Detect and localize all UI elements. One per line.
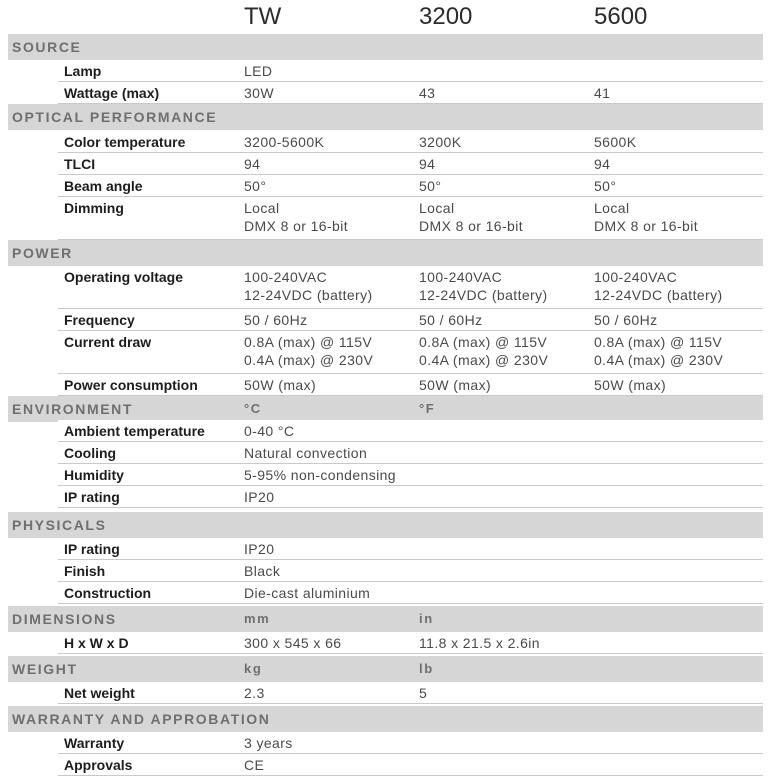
spec-value-c1: [244, 82, 274, 102]
spec-value-line: 94: [419, 156, 436, 172]
spec-row: [58, 82, 763, 103]
spec-row: [58, 486, 763, 507]
spec-value-line: 100-240VAC: [244, 269, 328, 285]
spec-row: [58, 538, 763, 559]
section-header-environment: [8, 396, 763, 422]
spec-value-line: 3200K: [419, 134, 462, 150]
spec-value-line: 30W: [244, 85, 274, 101]
section-unit-secondary: lb: [419, 661, 434, 676]
section-title: POWER: [12, 245, 73, 261]
spec-value-line: Local: [594, 200, 630, 216]
section-header-weight: [8, 656, 763, 682]
spec-value-c3: [594, 197, 698, 235]
spec-value-c1: [244, 374, 316, 394]
spec-value-c2: [419, 331, 548, 369]
spec-value-line: 12-24VDC (battery): [244, 287, 373, 303]
spec-label: Humidity: [64, 467, 124, 483]
spec-value-c1: [244, 309, 308, 329]
spec-row: [58, 632, 763, 653]
spec-value-c1: [244, 486, 274, 506]
spec-value-line: DMX 8 or 16-bit: [244, 218, 349, 234]
spec-label: Current draw: [64, 334, 152, 350]
spec-value-line: 0.4A (max) @ 230V: [244, 352, 374, 368]
section-header-source: [8, 34, 763, 60]
spec-value-line: 43: [419, 85, 436, 101]
spec-label: Frequency: [64, 312, 135, 328]
spec-value-c1: [244, 197, 348, 235]
section-unit-secondary: in: [419, 611, 434, 626]
spec-row: [58, 560, 763, 581]
spec-value-c2: [419, 82, 435, 102]
section-title: DIMENSIONS: [12, 611, 117, 627]
spec-row: [58, 309, 763, 330]
spec-label: Warranty: [64, 735, 125, 751]
section-unit-secondary: °F: [419, 401, 436, 416]
section-title: ENVIRONMENT: [12, 401, 134, 417]
spec-label: Lamp: [64, 63, 102, 79]
spec-value-line: 50 / 60Hz: [594, 312, 658, 328]
spec-value-line: 41: [594, 85, 611, 101]
spec-row: [58, 420, 763, 441]
spec-row: [58, 464, 763, 485]
spec-value-line: 5-95% non-condensing: [244, 467, 396, 483]
spec-label: Operating voltage: [64, 269, 184, 285]
spec-label: IP rating: [64, 541, 120, 557]
spec-value-c3: [594, 153, 610, 173]
spec-label: Construction: [64, 585, 152, 601]
spec-label: Color temperature: [64, 134, 186, 150]
spec-row: [58, 266, 763, 308]
spec-value-c3: [594, 82, 610, 102]
spec-row: [58, 754, 763, 775]
section-title: OPTICAL PERFORMANCE: [12, 109, 218, 125]
spec-value-c3: [594, 131, 636, 151]
spec-value-line: 2.3: [244, 685, 265, 701]
spec-value-line: 0.8A (max) @ 115V: [594, 334, 723, 350]
spec-label: TLCI: [64, 156, 96, 172]
spec-value-line: 50W (max): [419, 377, 492, 393]
column-header-5600: 5600: [594, 3, 648, 30]
spec-row: [58, 732, 763, 753]
spec-value-c2: [419, 131, 461, 151]
spec-value-line: 50 / 60Hz: [244, 312, 308, 328]
spec-value-line: 0.8A (max) @ 115V: [244, 334, 373, 350]
spec-value-c2: [419, 266, 548, 304]
spec-label: H x W x D: [64, 635, 129, 651]
spec-value-line: 0.4A (max) @ 230V: [594, 352, 724, 368]
spec-value-line: 11.8 x 21.5 x 2.6in: [419, 635, 540, 651]
spec-value-line: 100-240VAC: [594, 269, 678, 285]
section-unit-primary: mm: [244, 611, 271, 626]
spec-value-c3: [594, 175, 616, 195]
section-header-dimensions: [8, 606, 763, 632]
section-header-warranty: [8, 706, 763, 732]
spec-value-c3: [594, 266, 723, 304]
spec-value-line: 94: [594, 156, 611, 172]
spec-value-line: 0.8A (max) @ 115V: [419, 334, 548, 350]
spec-value-line: 300 x 545 x 66: [244, 635, 342, 651]
section-title: WEIGHT: [12, 661, 78, 677]
spec-row: [58, 682, 763, 703]
spec-value-c2: [419, 175, 441, 195]
spec-value-c2: [419, 153, 435, 173]
spec-label: IP rating: [64, 489, 120, 505]
spec-value-c1: [244, 632, 341, 652]
spec-value-line: Black: [244, 563, 281, 579]
spec-value-c1: [244, 442, 367, 462]
spec-row: [58, 331, 763, 373]
spec-value-c1: [244, 131, 324, 151]
spec-value-line: DMX 8 or 16-bit: [594, 218, 699, 234]
spec-value-line: Local: [244, 200, 280, 216]
spec-row: [58, 582, 763, 603]
spec-value-c2: [419, 374, 491, 394]
spec-value-c2: [419, 309, 483, 329]
spec-value-line: 12-24VDC (battery): [419, 287, 548, 303]
section-unit-primary: °C: [244, 401, 262, 416]
section-title: SOURCE: [12, 39, 82, 55]
spec-value-c1: [244, 560, 280, 580]
spec-row: [58, 175, 763, 196]
spec-value-c3: [594, 374, 666, 394]
spec-value-line: Natural convection: [244, 445, 368, 461]
spec-value-line: 3 years: [244, 735, 293, 751]
section-header-physicals: [8, 512, 763, 538]
spec-value-line: IP20: [244, 489, 275, 505]
spec-value-c1: [244, 538, 274, 558]
spec-value-c1: [244, 153, 260, 173]
spec-value-c1: [244, 464, 396, 484]
spec-value-line: 94: [244, 156, 261, 172]
spec-value-c1: [244, 60, 272, 80]
spec-value-line: 3200-5600K: [244, 134, 325, 150]
section-title: WARRANTY AND APPROBATION: [12, 711, 271, 727]
spec-label: Finish: [64, 563, 106, 579]
spec-value-line: DMX 8 or 16-bit: [419, 218, 524, 234]
spec-value-line: LED: [244, 63, 273, 79]
spec-value-line: 5600K: [594, 134, 637, 150]
spec-value-c3: [594, 331, 723, 369]
spec-value-line: IP20: [244, 541, 275, 557]
spec-value-c2: [419, 632, 540, 652]
spec-value-c1: [244, 266, 373, 304]
spec-value-c1: [244, 582, 370, 602]
spec-value-c1: [244, 175, 266, 195]
spec-value-c1: [244, 331, 373, 369]
section-unit-primary: kg: [244, 661, 263, 676]
spec-label: Approvals: [64, 757, 133, 773]
spec-row: [58, 197, 763, 239]
spec-label: Cooling: [64, 445, 117, 461]
spec-value-line: 50W (max): [244, 377, 317, 393]
spec-value-c1: [244, 420, 294, 440]
spec-row: [58, 60, 763, 81]
section-header-optical: [8, 104, 763, 130]
spec-value-line: 50 / 60Hz: [419, 312, 483, 328]
spec-value-line: 100-240VAC: [419, 269, 503, 285]
spec-value-line: 5: [419, 685, 428, 701]
spec-label: Dimming: [64, 200, 124, 216]
spec-value-line: 0.4A (max) @ 230V: [419, 352, 549, 368]
spec-value-line: 50W (max): [594, 377, 667, 393]
spec-label: Power consumption: [64, 377, 198, 393]
spec-value-line: Die-cast aluminium: [244, 585, 371, 601]
spec-value-line: 50°: [244, 178, 267, 194]
spec-value-line: CE: [244, 757, 265, 773]
section-header-power: [8, 240, 763, 266]
spec-value-c1: [244, 754, 264, 774]
spec-label: Wattage (max): [64, 85, 160, 101]
spec-value-c2: [419, 197, 523, 235]
spec-value-line: 50°: [419, 178, 442, 194]
column-header-3200: 3200: [419, 3, 473, 30]
spec-row: [58, 131, 763, 152]
spec-value-c3: [594, 309, 658, 329]
spec-value-line: 0-40 °C: [244, 423, 295, 439]
spec-row: [58, 442, 763, 463]
spec-label: Net weight: [64, 685, 135, 701]
spec-row: [58, 374, 763, 395]
spec-value-line: 50°: [594, 178, 617, 194]
spec-label: Beam angle: [64, 178, 143, 194]
column-header-tw: TW: [244, 3, 282, 30]
spec-value-c2: [419, 682, 427, 702]
section-title: PHYSICALS: [12, 517, 107, 533]
spec-label: Ambient temperature: [64, 423, 205, 439]
spec-value-line: 12-24VDC (battery): [594, 287, 723, 303]
spec-value-line: Local: [419, 200, 455, 216]
spec-value-c1: [244, 682, 265, 702]
spec-row: [58, 153, 763, 174]
spec-value-c1: [244, 732, 293, 752]
